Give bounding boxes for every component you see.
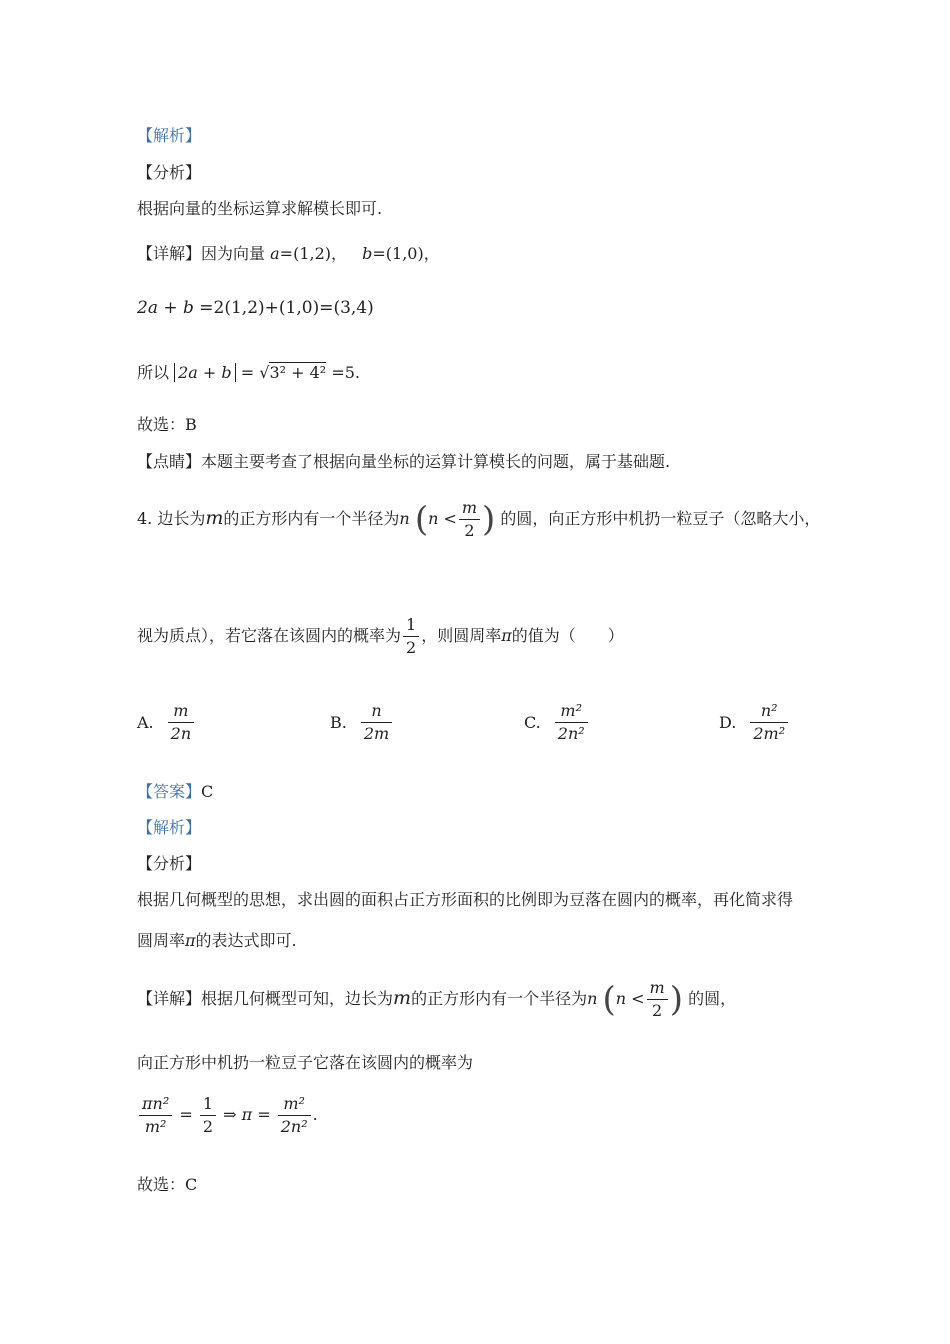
- norm-result: =5.: [331, 363, 360, 382]
- option-c-frac: $\frac{\text{m²}}{\text{2n²}}$: [555, 700, 588, 745]
- xiangjie-text-2-line2: 向正方形中机扔一粒豆子它落在该圆内的概率为: [137, 1053, 474, 1072]
- vector-a-value: =(1,2): [279, 244, 332, 263]
- option-a-label: A.: [137, 713, 154, 732]
- sqrt-symbol: √: [259, 363, 270, 382]
- norm-eq: =: [240, 363, 255, 382]
- xiangjie-line-2: 【详解】根据几何概型可知，边长为m的正方形内有一个半径为n (n < $\frac{m}{2}$ ) 的圆，: [137, 978, 737, 1020]
- option-a-frac: $\frac{m}{2n}$: [168, 700, 194, 745]
- xiangjie-line-1: 【详解】因为向量 a=(1,2)， b=(1,0)，: [137, 244, 440, 263]
- probability-equation: $\frac{\text{πn²}}{\text{m²}}$ = $\frac{1}{2}$ ⇒ π = $\frac{\text{m²}}{\text{2n²}}$ .: [137, 1092, 318, 1138]
- q4-m: m: [205, 507, 224, 529]
- eq2-rhs: =2(1,2)+(1,0)=(3,4): [199, 298, 374, 318]
- option-a[interactable]: [137, 700, 196, 745]
- dianjing-tag: 【点睛】: [137, 452, 202, 471]
- vector-a: a: [270, 244, 280, 263]
- q4-cond-frac: $\frac{m}{2}$: [459, 497, 480, 542]
- option-d[interactable]: [719, 700, 790, 745]
- option-b-label: B.: [330, 713, 347, 732]
- q4-n: n: [399, 509, 410, 528]
- xiangjie-tag: 【详解】: [137, 244, 202, 263]
- answer-line: [137, 782, 213, 802]
- option-c-label: C.: [524, 713, 541, 732]
- daan-value: C: [201, 782, 214, 801]
- guxuan-1: 故选：B: [137, 415, 197, 434]
- fenxi-header-1: 【分析】: [137, 163, 202, 182]
- dianjing-text: 本题主要考查了根据向量坐标的运算计算模长的问题，属于基础题.: [201, 452, 671, 471]
- q4-prob-frac: $\frac{1}{2}$: [403, 614, 419, 659]
- vector-b: b: [362, 244, 373, 263]
- s2-cond-frac: $\frac{m}{2}$: [647, 977, 668, 1022]
- question-4-line-1: 4. 边长为m的正方形内有一个半径为n (n < $\frac{m}{2}$ ) 的圆，向正方形中机扔一粒豆子（忽略大小，: [137, 498, 821, 540]
- s2-m: m: [393, 987, 412, 1009]
- q4-pi: π: [501, 626, 512, 645]
- vector-b-value: =(1,0): [372, 244, 424, 263]
- fenxi-text-1: 根据向量的坐标运算求解模长即可.: [137, 199, 383, 218]
- jiexi-header-1: 【解析】: [137, 126, 202, 145]
- option-b[interactable]: [330, 700, 394, 745]
- fenxi-header-2: 【分析】: [137, 854, 202, 873]
- q4-p4: 视为质点），若它落在该圆内的概率为: [137, 626, 402, 645]
- suoyi-text: 所以: [137, 363, 170, 382]
- fenxi-text-2-line1: 根据几何概型的思想，求出圆的面积占正方形面积的比例即为豆落在圆内的概率，再化简求得: [137, 890, 794, 909]
- guxuan-2: 故选：C: [137, 1175, 198, 1194]
- xiangjie-pre: 因为向量: [201, 244, 266, 263]
- q4-p2: 的正方形内有一个半径为: [223, 509, 400, 528]
- frac-m2-2n2: $\frac{\text{m²}}{\text{2n²}}$: [278, 1093, 311, 1138]
- eq2-lhs: 2a + b: [137, 298, 194, 318]
- jiexi-header-2: 【解析】: [137, 818, 202, 837]
- dianjing-line: [137, 452, 670, 472]
- norm-equation: [137, 360, 360, 386]
- q4-p1: 4. 边长为: [137, 509, 206, 528]
- frac-pi-n2-m2: $\frac{\text{πn²}}{\text{m²}}$: [139, 1093, 172, 1138]
- q4-p3: 的圆，向正方形中机扔一粒豆子（忽略大小，: [500, 509, 821, 528]
- q4-p6: 的值为（ ）: [511, 626, 624, 645]
- option-c[interactable]: [524, 700, 590, 745]
- option-d-frac: $\frac{\text{n²}}{\text{2m²}}$: [750, 700, 788, 745]
- s2-n: n: [587, 989, 598, 1008]
- q4-p5: ，则圆周率: [421, 626, 502, 645]
- daan-tag: 【答案】: [137, 782, 202, 801]
- frac-one-half: $\frac{1}{2}$: [200, 1093, 216, 1138]
- question-4-line-2: [137, 613, 624, 659]
- q4-cond-n: n <: [428, 509, 457, 528]
- xiangjie-tag-2: 【详解】: [137, 989, 202, 1008]
- fenxi-text-2-line2: 圆周率π的表达式即可.: [137, 931, 297, 950]
- sqrt-body: 3² + 4²: [269, 363, 327, 382]
- equation-2a-plus-b: [137, 298, 374, 318]
- s2-pi: π: [185, 931, 196, 950]
- option-d-label: D.: [719, 713, 737, 732]
- option-b-frac: $\frac{n}{2m}$: [361, 700, 392, 745]
- norm-bars: 2a + b: [174, 363, 236, 382]
